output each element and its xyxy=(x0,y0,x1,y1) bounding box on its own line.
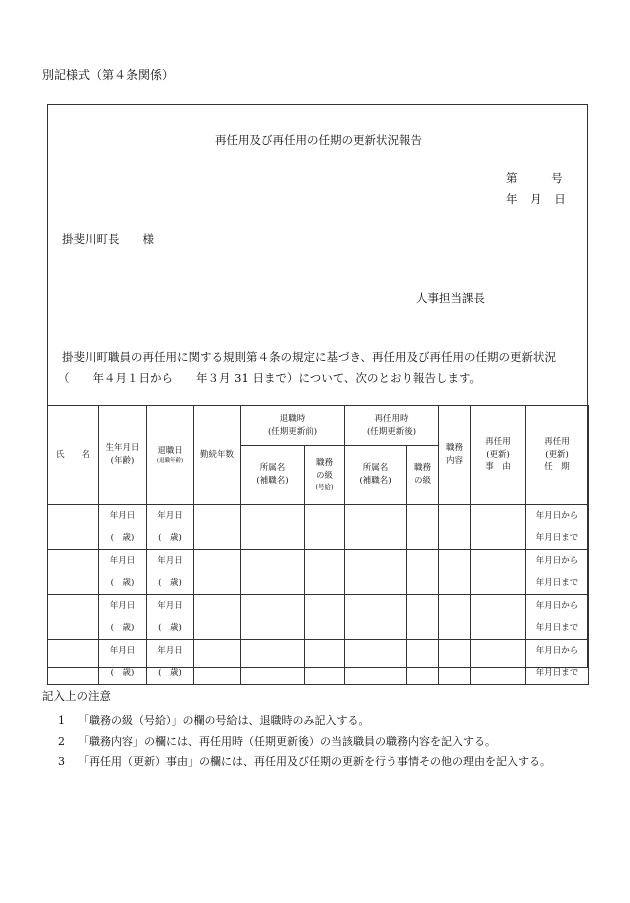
birth-cell: 年月日 ( 歳) xyxy=(99,550,147,595)
header-reason: 再任用 (更新) 事 由 xyxy=(471,406,526,505)
dept-before-cell xyxy=(241,505,305,550)
duty-cell xyxy=(439,640,471,685)
term-cell: 年月日から 年月日まで xyxy=(526,505,589,550)
header-at-reappoint: 再任用時 (任期更新後) xyxy=(345,406,439,446)
birth-cell: 年月日 ( 歳) xyxy=(99,595,147,640)
header-dept-after: 所属名 (補職名) xyxy=(345,446,407,505)
header-term: 再任用 (更新) 任 期 xyxy=(526,406,589,505)
grade-before-cell xyxy=(305,505,345,550)
status-table xyxy=(47,405,589,685)
table-row xyxy=(48,550,589,595)
service-cell xyxy=(194,640,241,685)
retire-cell: 年月日 ( 歳) xyxy=(147,505,194,550)
document-number: 第 号 xyxy=(506,171,563,185)
grade-before-cell xyxy=(305,640,345,685)
grade-after-cell xyxy=(407,595,439,640)
duty-cell xyxy=(439,550,471,595)
service-cell xyxy=(194,595,241,640)
note-item: 1 「職務の級（号給）」の欄の号給は、退職時のみ記入する。 xyxy=(58,714,370,727)
header-grade-after: 職務 の級 xyxy=(407,446,439,505)
header-retire: 退職日 (退職年齢) xyxy=(147,406,194,505)
header-dept-before: 所属名 (補職名) xyxy=(241,446,305,505)
term-cell: 年月日から 年月日まで xyxy=(526,595,589,640)
body-text-line-2: （ 年４月１日から 年３月 31 日まで）について、次のとおり報告します。 xyxy=(58,371,482,385)
reason-cell xyxy=(471,595,526,640)
retire-cell: 年月日 ( 歳) xyxy=(147,550,194,595)
retire-cell: 年月日 ( 歳) xyxy=(147,640,194,685)
addressee: 掛斐川町長 様 xyxy=(62,232,154,246)
name-cell xyxy=(48,595,99,640)
dept-after-cell xyxy=(345,640,407,685)
dept-before-cell xyxy=(241,640,305,685)
birth-cell: 年月日 ( 歳) xyxy=(99,640,147,685)
dept-before-cell xyxy=(241,595,305,640)
duty-cell xyxy=(439,505,471,550)
reason-cell xyxy=(471,550,526,595)
grade-after-cell xyxy=(407,640,439,685)
dept-after-cell xyxy=(345,550,407,595)
table-row xyxy=(48,640,589,685)
name-cell xyxy=(48,640,99,685)
service-cell xyxy=(194,505,241,550)
grade-after-cell xyxy=(407,505,439,550)
header-service: 勤続年数 xyxy=(194,406,241,505)
form-title: 再任用及び再任用の任期の更新状況報告 xyxy=(215,133,422,147)
dept-after-cell xyxy=(345,505,407,550)
dept-before-cell xyxy=(241,550,305,595)
report-form xyxy=(47,104,588,678)
reason-cell xyxy=(471,640,526,685)
table-row xyxy=(48,505,589,550)
name-cell xyxy=(48,550,99,595)
note-item: 2 「職務内容」の欄には、再任用時（任期更新後）の当該職員の職務内容を記入する。 xyxy=(58,735,496,748)
grade-after-cell xyxy=(407,550,439,595)
grade-before-cell xyxy=(305,550,345,595)
service-cell xyxy=(194,550,241,595)
retire-cell: 年月日 ( 歳) xyxy=(147,595,194,640)
header-grade-before: 職務 の級 (号給) xyxy=(305,446,345,505)
header-duty: 職務 内容 xyxy=(439,406,471,505)
birth-cell: 年月日 ( 歳) xyxy=(99,505,147,550)
dept-after-cell xyxy=(345,595,407,640)
notes-heading: 記入上の注意 xyxy=(42,689,111,703)
sender: 人事担当課長 xyxy=(416,291,485,305)
grade-before-cell xyxy=(305,595,345,640)
note-item: 3 「再任用（更新）事由」の欄には、再任用及び任期の更新を行う事情その他の理由を記入する。 xyxy=(58,755,551,768)
body-text-line-1: 掛斐川町職員の再任用に関する規則第４条の規定に基づき、再任用及び再任用の任期の更新状況 xyxy=(62,350,557,364)
page-label: 別記様式（第４条関係） xyxy=(42,68,175,82)
document-date: 年 月 日 xyxy=(506,192,566,206)
term-cell: 年月日から 年月日まで xyxy=(526,640,589,685)
term-cell: 年月日から 年月日まで xyxy=(526,550,589,595)
header-name: 氏 名 xyxy=(48,406,99,505)
duty-cell xyxy=(439,595,471,640)
name-cell xyxy=(48,505,99,550)
header-at-retire: 退職時 (任期更新前) xyxy=(241,406,345,446)
reason-cell xyxy=(471,505,526,550)
header-birth: 生年月日 (年齢) xyxy=(99,406,147,505)
table-row xyxy=(48,595,589,640)
